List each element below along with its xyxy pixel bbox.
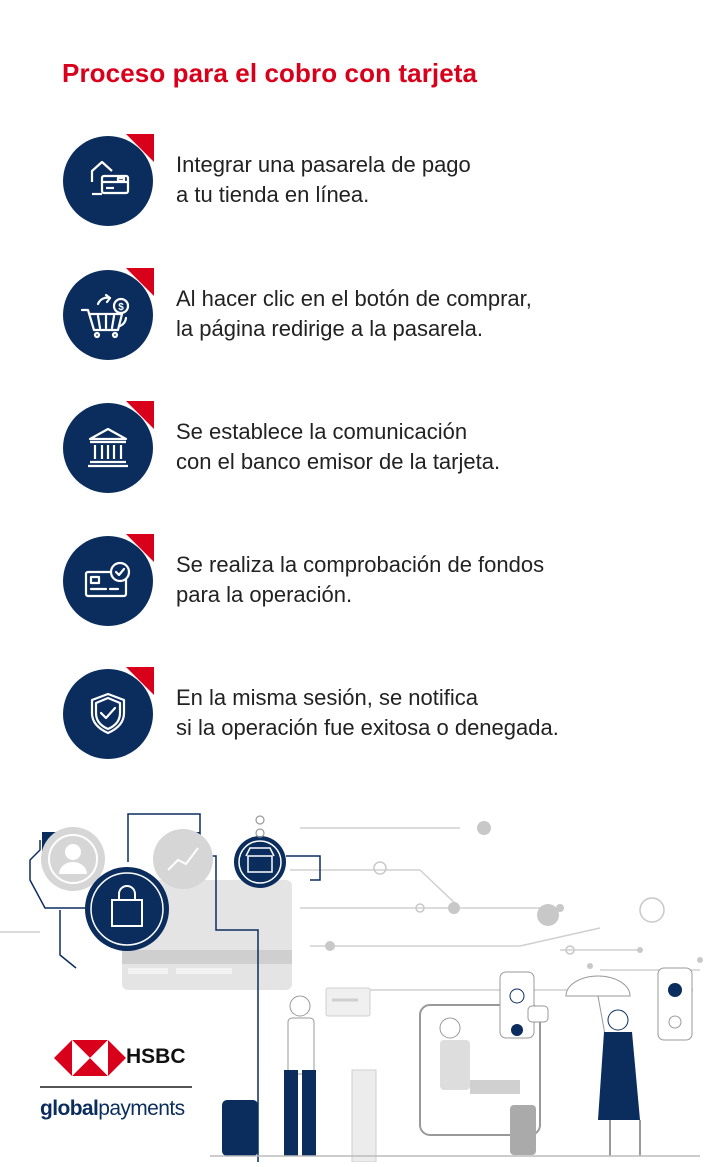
step-2-text: Al hacer clic en el botón de comprar, la página redirige a la pasarela. — [176, 286, 532, 341]
step-2 — [62, 268, 702, 364]
card-check-icon — [62, 534, 154, 626]
step-3-badge — [62, 401, 154, 493]
step-1 — [62, 134, 702, 230]
step-4 — [62, 534, 702, 630]
step-1-text: Integrar una pasarela de pago a tu tienda en línea. — [176, 152, 471, 207]
bank-icon — [62, 401, 154, 493]
step-2-badge — [62, 268, 154, 360]
svg-text:$: $ — [118, 302, 124, 313]
step-1-badge — [62, 134, 154, 226]
step-3-text: Se establece la comunicación con el banco emisor de la tarjeta. — [176, 419, 501, 474]
step-3 — [62, 401, 702, 497]
step-4-text: Se realiza la comprobación de fondos para la operación. — [176, 552, 545, 607]
page-title: Proceso para el cobro con tarjeta — [62, 58, 478, 88]
shield-check-icon — [62, 667, 154, 759]
brand-logos — [40, 1040, 200, 1130]
step-5-badge — [62, 667, 154, 759]
umbrella-person-figure — [566, 968, 692, 1156]
globalpayments-wordmark: globalpayments — [40, 1097, 185, 1120]
store-card-icon — [62, 134, 154, 226]
seated-person-figure — [420, 972, 548, 1155]
cart-payment-icon — [62, 268, 154, 360]
logo-divider — [40, 1086, 192, 1088]
hsbc-hexagon-logo — [54, 1040, 126, 1076]
step-4-badge — [62, 534, 154, 626]
step-5 — [62, 667, 702, 763]
hsbc-wordmark: HSBC — [126, 1045, 186, 1068]
traveler-figure — [222, 988, 376, 1162]
step-5-text: En la misma sesión, se notifica si la operación fue exitosa o denegada. — [176, 685, 559, 740]
